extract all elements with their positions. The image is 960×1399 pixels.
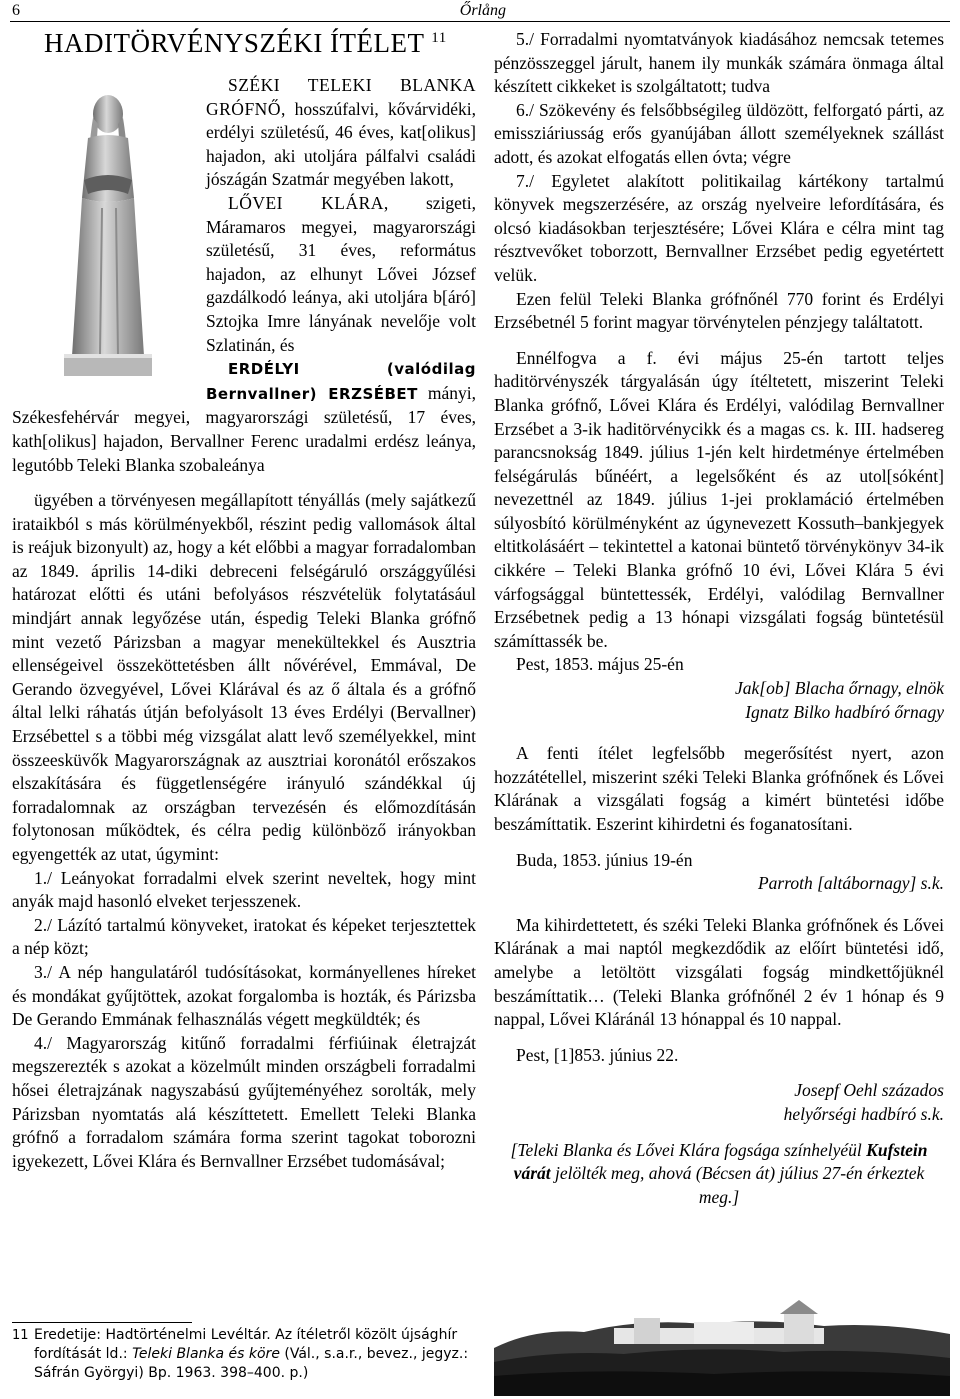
footnote-italic-title: Teleki Blanka és köre (132, 1346, 280, 1362)
place-date-2: Buda, 1853. június 19-én (516, 849, 693, 870)
page-number: 6 (12, 2, 20, 19)
caption-bold: Kufstein várát (513, 1139, 928, 1184)
list-item: 1./ Leányokat forradalmi elvek szerint neveltek, hogy mint anyák majd hasonló elveket terjesszenek. (12, 867, 476, 912)
signature-1b: Ignatz Bilko hadbíró őrnagy (745, 701, 944, 722)
place-date-3: Pest, [1]853. június 22. (516, 1044, 679, 1065)
footnote-number: 11 (12, 1328, 29, 1343)
person-name-teleki: SZÉKI TELEKI BLANKA GRÓFNŐ (206, 75, 476, 119)
list-item: 5./ Forradalmi nyomtatványok kiadásához nemcsak tetemes pénzösszeggel járult, hanem ily munkák számára önmaga által készített cikkeket is szolgáltatott; tudva (494, 29, 944, 97)
facts-paragraph: ügyében a törvényesen megállapított tényállás (mely sajátkezű irataikból s más körülményekből, részint pedig vallomások által is reájuk bizonyult) az, hogy a két előbbi a magyar forradalomban az 1849. április 14-diki debreceni felségáruló országgyűlési határozat előtti és utáni befolyásos részvételük folytatásául mindjárt annak legyőzése után, éspedig Teleki Blanka grófnő mint vezető Párizsban a magyar menekültekkel és Ausztria ellenségeivel összeköttetésben állt nővérével, Emmával, De Gerando özvegyével, Lővei Klárával és az ő általa és a grófnő által lelki ráhatás útján befolyásolt 13 éves Erdélyi (Bervallner) Erzsébettel s a többi még vizsgálat alatt levő személyekkel, mint összeesküvők Magyarországnak az ausztriai koronától erőszakos elszakítására és függetlenségére irányuló szándékkal új forradalomnak az országban tervezésén és előmozdításán folytonosan működtek, és célra pedig különböző irányokban egyengették az utat, úgymint: (12, 490, 476, 864)
announcement-paragraph: Ma kihirdettetett, és széki Teleki Blanka grófnőnek és Lővei Klárának a mai naptól megkezdődik az előírt büntetési idő, amelybe a letöltött vizsgálati fogság mindkettőjüknél beszámíttatik… (Teleki Blanka grófnőnél 2 év 1 hónap és 9 nappal, Lővei Kláránál 13 hónappal és 10 nappal. (494, 914, 944, 1030)
footnote-rule (12, 1322, 192, 1323)
signature-3b: helyőrségi hadbíró s.k. (783, 1103, 944, 1124)
person-name-lovei: LŐVEI KLÁRA (228, 192, 384, 213)
person-desc-erdelyi: mányi, Székesfehérvár megyei, magyarországi születésű, 17 éves, kath[olikus] hajadon, Bervallner Ferenc uradalmi erdész leánya, legutóbb Teleki Blanka szobaleánya (12, 382, 476, 475)
image-caption (494, 1139, 944, 1210)
header-rule (10, 21, 950, 22)
article-title-text: HADITÖRVÉNYSZÉKI ÍTÉLET (44, 28, 425, 58)
caption-line-a: [Teleki Blanka és Lővei Klára fogsága színhelyéül (510, 1139, 862, 1160)
verdict-paragraph: Ennélfogva a f. évi május 25-én tartott teljes haditörvényszék tárgyalásán úgy ítéltetett, miszerint Teleki Blanka grófnő, Lővei Klára és Erdélyi, valódilag Bernvallner Erzsébet a 3-ik haditörvénycikk és a magas cs. k. III. hadsereg parancsnokság 1849. július 1-jén kelt hirdetménye értelmében felségárulás bűnéért, a legelsőként és az utol[sóként] nevezettnél az 1849. július 1-jei proklamáció értelmében súlyosbító körülményként az úgynevezett Kossuth–bankjegyek eltitkolásáért – tekintettel a katonai büntető törvénykönyv 34-ik cikkére – Teleki Blanka grófnő 10 évi, Lővei Klára 5 évi várfogsággal büntettessék, Erdélyi, valódilag Bernvallner Erzsébetnek pedig a 13 hónapi vizsgálati fogság büntetésül számíttassék be. (494, 347, 944, 651)
statue-image (58, 88, 158, 378)
title-footnote-ref: 11 (431, 30, 447, 46)
kufstein-castle-photo (494, 1288, 950, 1396)
person-desc-lovei: , szigeti, Máramaros megyei, magyarországi születésű, 31 éves, református hajadon, az elhunyt Lővei József gazdálkodó leánya, aki utoljára b[áró] Sztojka Imre lányának nevelője volt Szlatinán, és (206, 192, 477, 355)
signature-2: Parroth [altábornagy] s.k. (757, 873, 944, 894)
running-header-title: Őrlång (459, 2, 506, 19)
person-desc-teleki: , hosszúfalvi, kővárvidéki, erdélyi születésű, 46 éves, kat[olikus] hajadon, aki utoljára pálfalvi családi jószágán Szatmár megyében lakott, (206, 98, 476, 190)
castle-landscape-image (494, 1288, 950, 1396)
footnote-text-c: (Vál., s.a.r., bevez., jegyz.: Sáfrán Györgyi) Bp. 1963. 398–400. p.) (34, 1346, 469, 1381)
signature-1a: Jak[ob] Blacha őrnagy, elnök (735, 678, 944, 699)
footnote-text-a: Eredetije: Hadtörténelmi Levéltár. Az ítéletről közölt újsághír fordítását ld.: (34, 1327, 458, 1362)
article-title (44, 28, 447, 59)
list-item: 7./ Egyletet alakított politikailag kártékony tartalmú könyvek megszerzésére, az ország nyelveire lefordítására, és olcsó kiadásokban terjesztésére; Lővei Klára e célra mint tag résztvevőket toborzott, Bernvallner Erzsébet pedig egyetértett velük. (494, 170, 944, 285)
money-paragraph: Ezen felül Teleki Blanka grófnőnél 770 forint és Erdélyi Erzsébetnél 5 forint magyar törvénytelen pénzjegy találtatott. (494, 288, 944, 333)
right-column (494, 28, 944, 1209)
list-item: 3./ A nép hangulatáról tudósításokat, kormányellenes híreket és mondákat gyűjtöttek, azokat forgalomba is hozták, és Párizsba De Gerando Emmának felhasználás végett megküldték; és (12, 961, 476, 1030)
footnote (12, 1326, 482, 1383)
confirmation-paragraph: A fenti ítélet legfelsőbb megerősítést nyert, azon hozzátétellel, miszerint széki Teleki Blanka grófnőnek és Lővei Klárának a vizsgálati fogság a kimért büntetési időbe beszámíttatik. Eszerint kihirdetni és foganatosítani. (494, 743, 944, 834)
statue-figure (18, 74, 194, 386)
left-column (12, 74, 476, 1173)
signature-3a: Josepf Oehl százados (794, 1080, 944, 1101)
person-name-erdelyi: ERDÉLYI (valódilag Bernvallner) ERZSÉBET (206, 360, 476, 403)
list-item: 4./ Magyarország kitűnő forradalmi férfiúinak életrajzát megszerezték s azokat a közelmúlt minden országbeli forradalmi hősei életrajzának nagyszabású gyűjteményéhez sorolták, mely Párizsban nyomtatás alá készíttetett. Emellett Teleki Blanka grófnő a forradalom számára forma szerint tagokat toborozni igyekezett, Lővei Klára és Bernvallner Erzsébet tudomásával; (12, 1032, 476, 1171)
list-item: 2./ Lázító tartalmú könyveket, iratokat és képeket terjesztettek a nép közt; (12, 914, 476, 959)
caption-line-c: jelölték meg, ahová (Bécsen át) július 27-én érkeztek meg.] (550, 1163, 925, 1207)
place-date-1: Pest, 1853. május 25-én (516, 654, 684, 675)
list-item: 6./ Szökevény és felsőbbségileg üldözött, felforgató párti, az emissziáriusság erős gyanújában állott személyeknek szállást adott, és azokat elfogatás ellen óvta; végre (494, 99, 944, 167)
